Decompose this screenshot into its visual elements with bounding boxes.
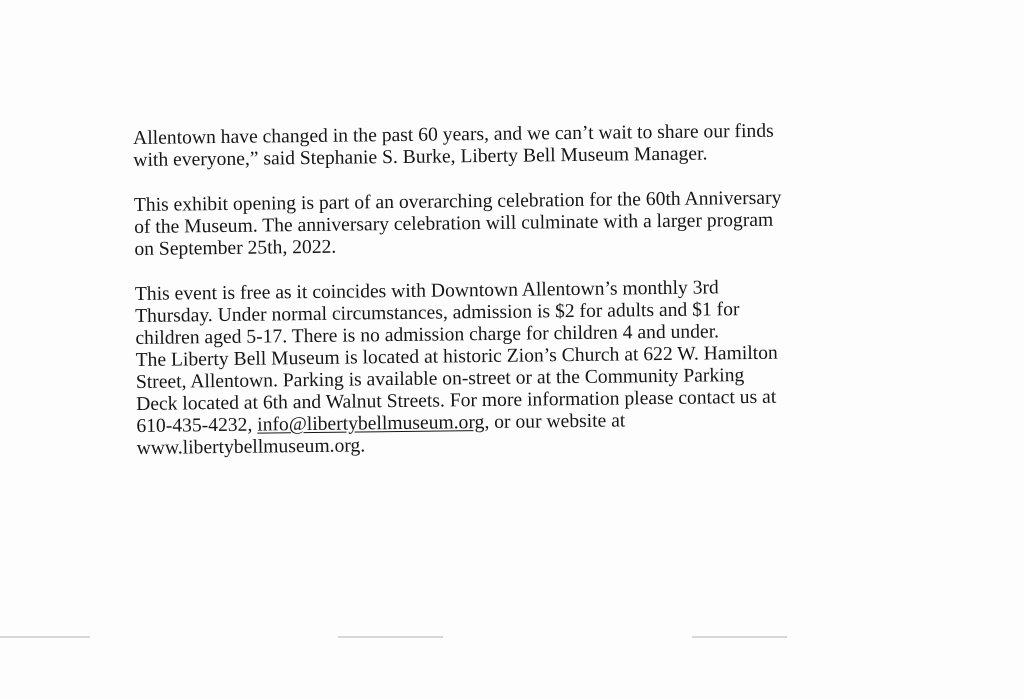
text-line: with everyone,” said Stephanie S. Burke, Liberty Bell Museum Manager.: [133, 143, 708, 171]
email-link[interactable]: info@libertybellmuseum.org: [257, 412, 485, 436]
scan-artifact: [692, 636, 787, 638]
website-text: www.libertybellmuseum.org.: [136, 435, 366, 459]
document-body: [133, 119, 897, 460]
phone-number: 610-435-4232,: [136, 414, 258, 437]
paragraph-location: [136, 341, 897, 460]
text-line: Deck located at 6th and Walnut Streets. For more information please contact us at: [136, 386, 777, 415]
text-line: on September 25th, 2022.: [134, 236, 337, 260]
text-line: Thursday. Under normal circumstances, admission is $2 for adults and $1 for: [135, 299, 740, 327]
text-line: This event is free as it coincides with Downtown Allentown’s monthly 3rd: [134, 277, 719, 305]
text-line: children aged 5-17. There is no admission charge for children 4 and under.: [135, 321, 720, 349]
scan-artifact: [0, 636, 90, 638]
scan-artifact: [338, 636, 443, 638]
contact-suffix: , or our website at: [484, 410, 626, 434]
text-line: The Liberty Bell Museum is located at historic Zion’s Church at 622 W. Hamilton: [135, 342, 778, 371]
text-line: Allentown have changed in the past 60 years, and we can’t wait to share our finds: [133, 120, 774, 149]
text-line: of the Museum. The anniversary celebration will culminate with a larger program: [134, 209, 774, 238]
text-line: This exhibit opening is part of an overarching celebration for the 60th Anniversary: [133, 187, 782, 216]
paragraph-anniversary: [134, 186, 895, 261]
paragraph-admission: [135, 275, 896, 350]
paragraph-quote: [133, 119, 893, 172]
text-line: Street, Allentown. Parking is available on-street or at the Community Parking: [135, 365, 745, 393]
